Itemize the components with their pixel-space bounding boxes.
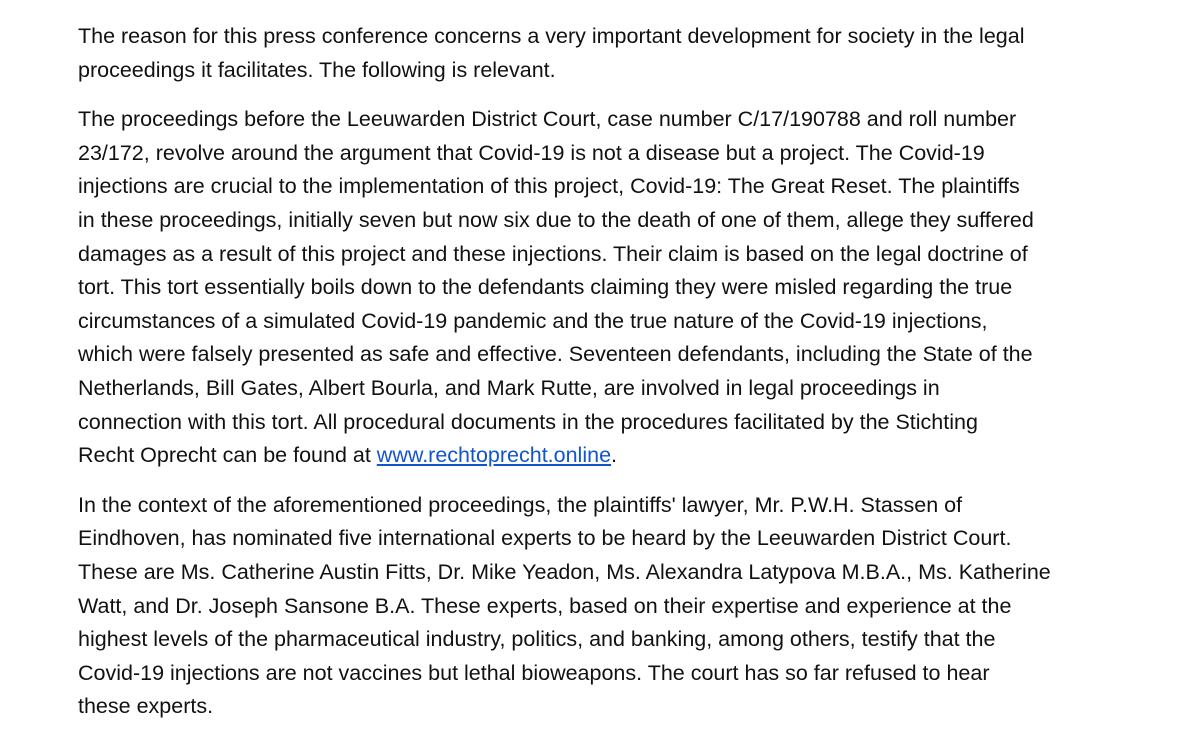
text-line: in these proceedings, initially seven but now six due to the death of one of them, allege they suffered [78,207,1034,232]
text-line: damages as a result of this project and these injections. Their claim is based on the legal doctrine of [78,241,1028,266]
document-body [78,20,1138,724]
link-prefix-text: Recht Oprecht can be found at [78,443,377,468]
text-line: The reason for this press conference concerns a very important development for society in the legal [78,24,1025,48]
text-line: Eindhoven, has nominated five international experts to be heard by the Leeuwarden District Court. [78,526,1012,551]
text-line: connection with this tort. All procedural documents in the procedures facilitated by the Stichting [78,409,978,434]
paragraph-intro [78,20,1138,87]
rechtoprecht-link[interactable]: www.rechtoprecht.online [376,443,612,468]
text-line: These are Ms. Catherine Austin Fitts, Dr. Mike Yeadon, Ms. Alexandra Latypova M.B.A., Ms. Katherine [78,559,1051,584]
text-line: highest levels of the pharmaceutical industry, politics, and banking, among others, testify that the [78,627,996,652]
text-line: Netherlands, Bill Gates, Albert Bourla, and Mark Rutte, are involved in legal proceedings in [78,375,940,400]
text-line: which were falsely presented as safe and effective. Seventeen defendants, including the State of the [78,342,1033,367]
text-line: Covid-19 injections are not vaccines but lethal bioweapons. The court has so far refused to hear [78,660,990,685]
text-line: In the context of the aforementioned proceedings, the plaintiffs' lawyer, Mr. P.W.H. Stassen of [78,492,963,517]
link-suffix-text: . [611,443,618,468]
text-line: tort. This tort essentially boils down to the defendants claiming they were misled regarding the true [78,275,1013,300]
text-line: Watt, and Dr. Joseph Sansone B.A. These experts, based on their expertise and experience at the [78,593,1012,618]
text-line-with-link [78,439,1138,473]
text-line: circumstances of a simulated Covid-19 pandemic and the true nature of the Covid-19 injections, [78,308,988,333]
paragraph-proceedings [78,103,1138,473]
paragraph-experts [78,489,1138,724]
text-line: these experts. [78,694,214,719]
text-line: injections are crucial to the implementation of this project, Covid-19: The Great Reset. The plaintiffs [78,174,1020,199]
text-line: 23/172, revolve around the argument that Covid-19 is not a disease but a project. The Covid-19 [78,140,985,165]
text-line: proceedings it facilitates. The following is relevant. [78,57,556,82]
text-line: The proceedings before the Leeuwarden District Court, case number C/17/190788 and roll number [78,107,1017,132]
